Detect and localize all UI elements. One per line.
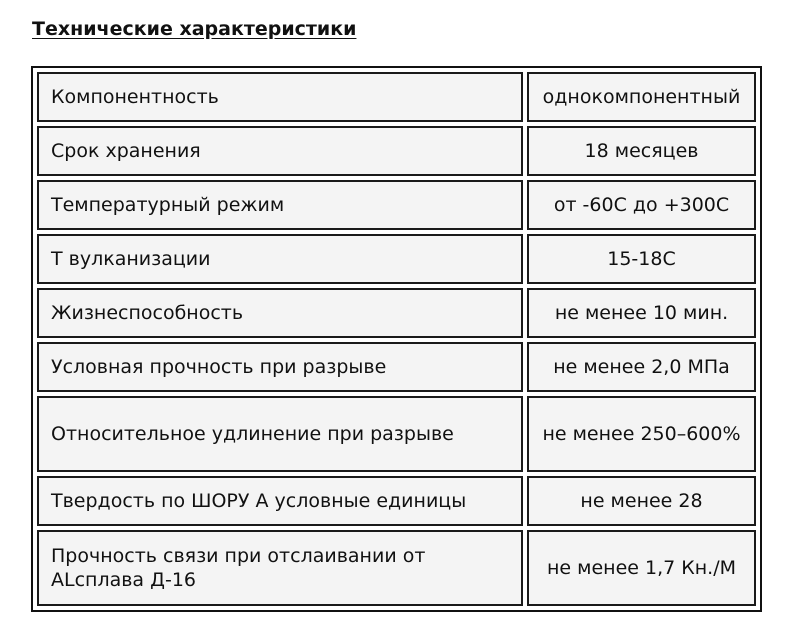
param-cell: Прочность связи при отслаивании от ALсплава Д-16: [37, 530, 523, 606]
value-cell: не менее 250–600%: [527, 396, 756, 472]
value-cell: от -60С до +300С: [527, 180, 756, 230]
value-cell: однокомпонентный: [527, 72, 756, 122]
table-row: [37, 234, 756, 284]
table-row: [37, 180, 756, 230]
value-cell: не менее 10 мин.: [527, 288, 756, 338]
param-cell: Срок хранения: [37, 126, 523, 176]
value-cell: 18 месяцев: [527, 126, 756, 176]
section-title: Технические характеристики: [32, 18, 357, 40]
param-cell: Твердость по ШОРУ А условные единицы: [37, 476, 523, 526]
table-row: [37, 126, 756, 176]
value-cell: 15-18С: [527, 234, 756, 284]
spec-table: [31, 66, 762, 612]
table-row: [37, 530, 756, 606]
param-cell: Температурный режим: [37, 180, 523, 230]
value-cell: не менее 2,0 МПа: [527, 342, 756, 392]
value-cell: не менее 28: [527, 476, 756, 526]
table-row: [37, 342, 756, 392]
param-cell: Жизнеспособность: [37, 288, 523, 338]
value-cell: не менее 1,7 Кн./М: [527, 530, 756, 606]
table-row: [37, 72, 756, 122]
table-row: [37, 396, 756, 472]
param-cell: Компонентность: [37, 72, 523, 122]
table-row: [37, 476, 756, 526]
param-cell: Условная прочность при разрыве: [37, 342, 523, 392]
param-cell: Относительное удлинение при разрыве: [37, 396, 523, 472]
table-row: [37, 288, 756, 338]
param-cell: Т вулканизации: [37, 234, 523, 284]
